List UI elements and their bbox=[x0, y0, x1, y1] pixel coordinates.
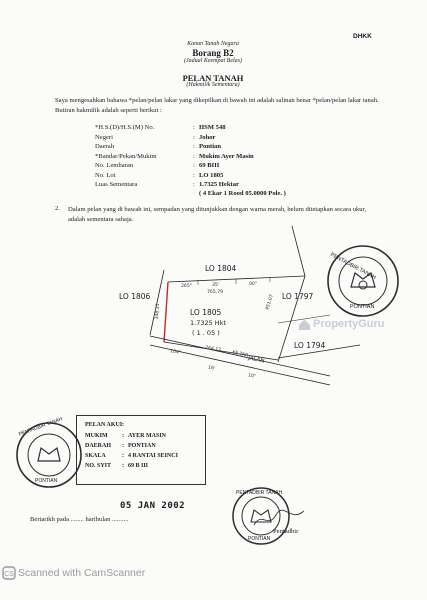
detail-value: LO 1805 bbox=[199, 171, 224, 179]
lot-label-east: LO 1797 bbox=[282, 292, 314, 301]
document-title: PELAN TANAH bbox=[182, 73, 244, 83]
paragraph-number: 2. bbox=[55, 205, 60, 212]
detail-row: No. Lot : LO 1805 bbox=[95, 171, 224, 179]
detail-value: Mukim Ayer Masin bbox=[199, 152, 254, 160]
detail-value: 69 BIII bbox=[199, 162, 220, 169]
detail-label: Daerah bbox=[95, 143, 115, 150]
red-boundary bbox=[164, 282, 168, 342]
dimension-label: 35' bbox=[212, 283, 220, 288]
schedule-name: (Jadual Keempat Belas) bbox=[184, 58, 242, 64]
stamp-bottom-bottom-text: PONTIAN bbox=[248, 536, 271, 542]
dimension-label: 765.79 bbox=[207, 290, 224, 295]
road-label: JALAN bbox=[247, 355, 265, 365]
detail-row: Negeri : Johor bbox=[95, 133, 216, 141]
stamp-bottom-text: PONTIAN bbox=[350, 304, 375, 310]
lot-label-north: LO 1804 bbox=[205, 264, 237, 273]
detail-row: *H.S.(D)/H.S.(M) No. : HSM 548 bbox=[95, 124, 226, 131]
boundary-line bbox=[168, 276, 305, 282]
lot-area-label: 1.7325 Hkt bbox=[190, 319, 227, 327]
stamp-top-text: PENTADBIR TANAH bbox=[329, 252, 377, 282]
stamp-bottom-top-text: PENTADBIR TANAH bbox=[236, 490, 283, 496]
detail-label: Negeri bbox=[95, 133, 113, 141]
dimension-label: 16' bbox=[207, 365, 216, 372]
dated-line: Bertarikh pada ........ haribulan .......... bbox=[30, 516, 129, 523]
watermark-text: PropertyGuru bbox=[313, 318, 385, 330]
detail-value: HSM 548 bbox=[199, 124, 226, 131]
detail-value: 1.7325 Hektar bbox=[199, 181, 239, 188]
detail-label: No. Lembaran bbox=[95, 162, 134, 169]
date-stamp: 05 JAN 2002 bbox=[120, 501, 186, 511]
watermark-house-icon bbox=[298, 318, 311, 331]
lot-label-southeast: LO 1794 bbox=[294, 341, 326, 350]
boundary-line bbox=[292, 226, 305, 276]
area-note: ( 4 Ekar 1 Rood 05.0000 Pole. ) bbox=[199, 190, 286, 197]
dimension-label: 764.17 bbox=[204, 345, 222, 354]
stamp-left-bottom-text: PONTIAN bbox=[35, 478, 58, 484]
dimension-label: 451.07 bbox=[265, 294, 275, 311]
detail-label: *H.S.(D)/H.S.(M) No. bbox=[95, 124, 155, 131]
form-name: Borang B2 bbox=[192, 48, 234, 58]
lot-label-west: LO 1806 bbox=[119, 292, 151, 301]
detail-label: Luas Sementara bbox=[95, 181, 138, 188]
detail-row: *Bandar/Pekan/Mukim : Mukim Ayer Masin bbox=[95, 152, 254, 160]
intro-paragraph: Saya mengesahkan bahawa *pelan/pelan lakar yang dikepilkan di bawah ini adalah salinan benar *pelan/pelan lakar tanah. Butiran hakmilik adalah seperti berikut : bbox=[55, 97, 379, 114]
acknowledgement-box: PELAN AKUI : MUKIM : AYER MASIN DAERAH : PONTIAN SKALA : 4 RANTAI SEINCI NO. SYIT : 69 B III bbox=[76, 415, 206, 485]
signatory-title: Pentadbir bbox=[273, 528, 299, 535]
svg-text:CS: CS bbox=[4, 571, 14, 578]
scanner-footer: Scanned with CamScanner bbox=[18, 567, 146, 579]
stamp-left-top-text: PENTADBIR TANAH bbox=[18, 416, 64, 438]
dimension-label: 265° bbox=[181, 284, 193, 289]
lot-label-main: LO 1805 bbox=[190, 308, 222, 317]
boundary-paragraph: Dalam pelan yang di bawah ini, sempadan yang ditunjukkan dengan warna merah, belum ditetapkan secara ukur, adalah sementara sahaja. bbox=[68, 206, 367, 223]
detail-row: No. Lembaran : 69 BIII bbox=[95, 162, 220, 169]
corner-code: DHKK bbox=[353, 33, 372, 40]
dimension-label: 348.31 bbox=[154, 303, 162, 320]
detail-label: No. Lot bbox=[95, 171, 116, 179]
signature-mark bbox=[250, 505, 310, 533]
law-name: Kanun Tanah Negara bbox=[187, 41, 239, 47]
detail-row: Daerah : Pontian bbox=[95, 143, 221, 150]
camscanner-logo-icon bbox=[2, 566, 16, 580]
dimension-label: 10" bbox=[247, 373, 257, 380]
detail-label: *Bandar/Pekan/Mukim bbox=[95, 152, 157, 160]
dimension-label: 104° bbox=[169, 349, 182, 356]
road-note: KE TAR bbox=[231, 350, 249, 359]
dimension-label: 00" bbox=[249, 282, 257, 287]
document-subtitle: (Hakmilik Sementara) bbox=[186, 82, 240, 88]
detail-value: Johor bbox=[199, 133, 216, 141]
detail-row: Luas Sementara : 1.7325 Hektar bbox=[95, 181, 239, 188]
lot-ratio-label: ( 1 . 05 ) bbox=[192, 329, 220, 337]
detail-value: Pontian bbox=[199, 143, 221, 150]
